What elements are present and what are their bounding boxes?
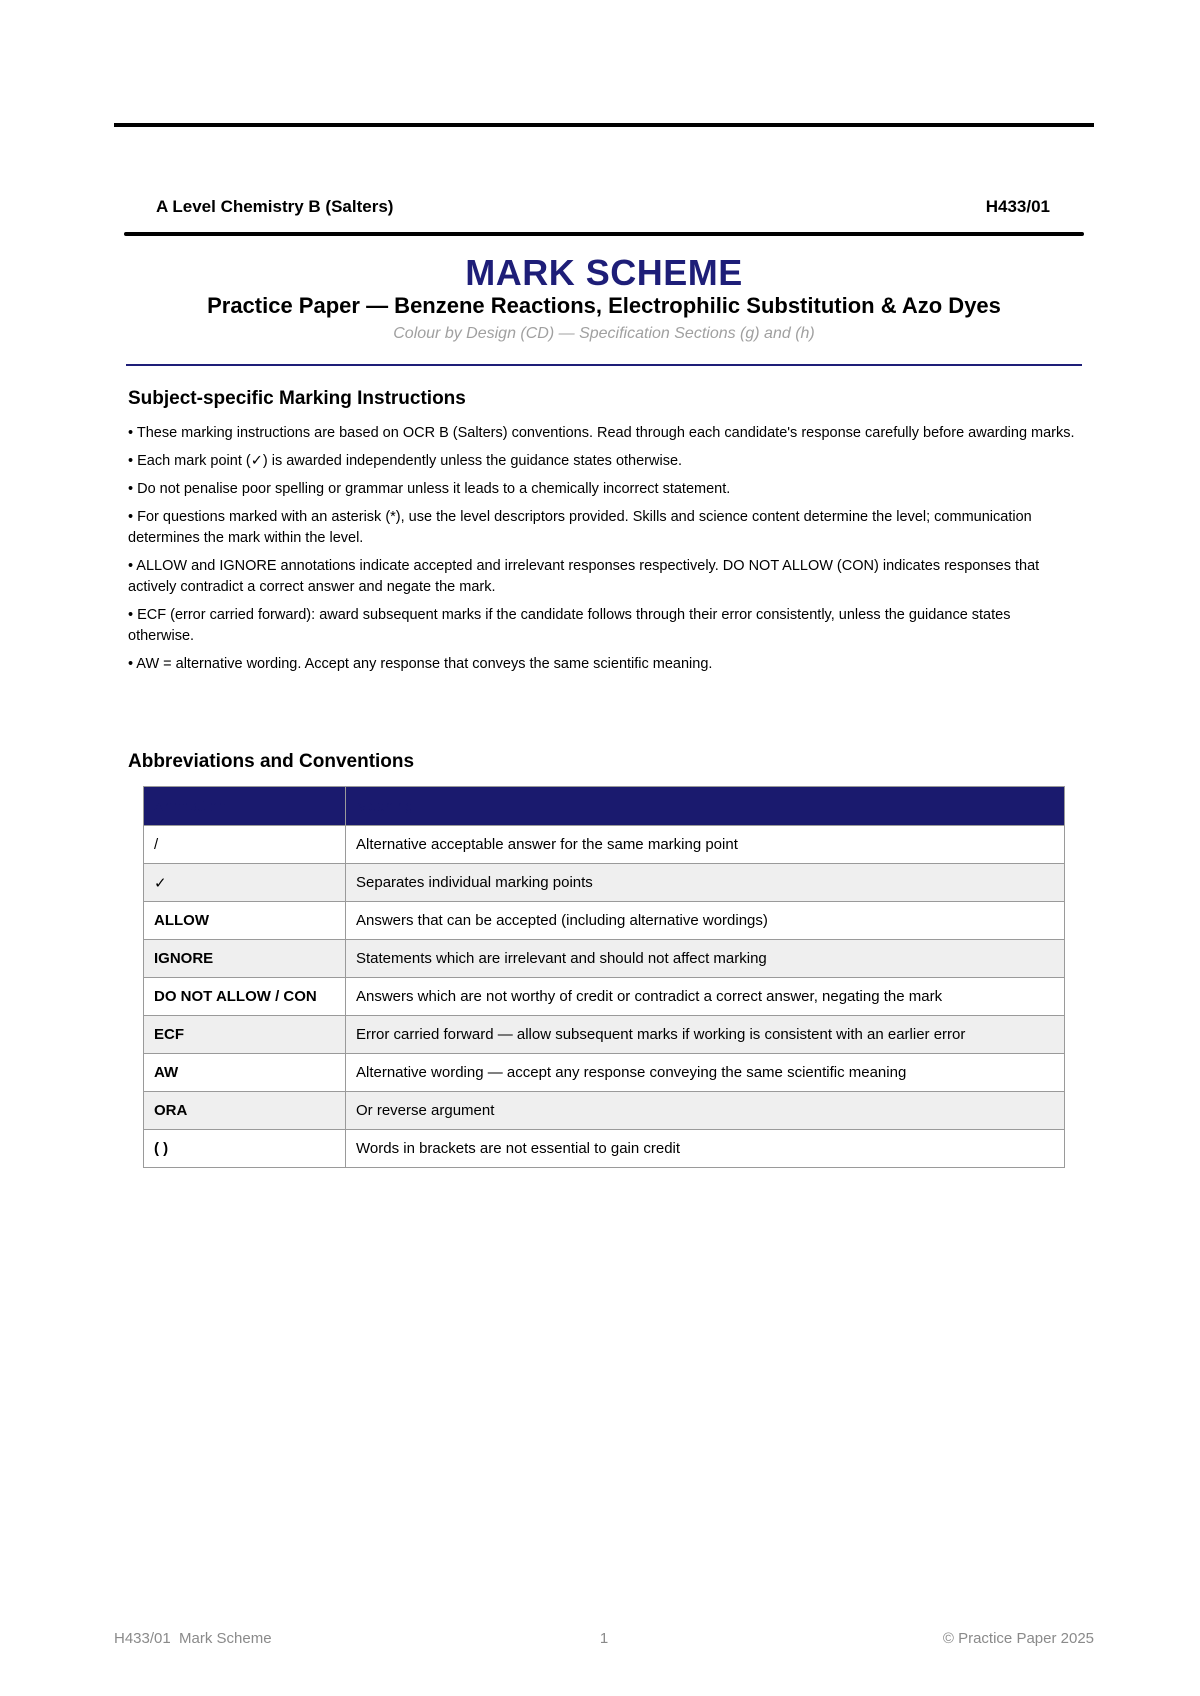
meaning-cell: Answers which are not worthy of credit or contradict a correct answer, negating the mark [346,978,1065,1016]
instruction-item: • AW = alternative wording. Accept any response that conveys the same scientific meaning. [128,656,713,672]
abbreviations-heading: Abbreviations and Conventions [128,751,415,772]
page-footer [114,1630,1094,1647]
annotation-cell: IGNORE [144,940,346,978]
column-header-meaning: Meaning [346,787,1065,826]
column-header-annotation: Annotation [144,787,346,826]
annotation-cell: AW [144,1054,346,1092]
meaning-cell: Statements which are irrelevant and should not affect marking [346,940,1065,978]
table-row [144,978,1065,1016]
course-name: A Level Chemistry B (Salters) [156,197,394,216]
instruction-item: • ALLOW and IGNORE annotations indicate accepted and irrelevant responses respectively. DO NOT ALLOW (CON) indicates responses that actively contradict a correct answer and negate the mark. [128,558,1040,595]
table-header-row [144,787,1065,826]
instructions-heading: Subject-specific Marking Instructions [128,388,466,409]
subtitle: Practice Paper — Benzene Reactions, Electrophilic Substitution & Azo Dyes [207,293,1001,318]
instruction-item: • ECF (error carried forward): award subsequent marks if the candidate follows through their error consistently, unless the guidance states otherwise. [128,607,1011,644]
instruction-item: • Do not penalise poor spelling or grammar unless it leads to a chemically incorrect statement. [128,481,731,497]
annotation-cell: ECF [144,1016,346,1054]
annotation-cell: / [144,826,346,864]
header-rule [124,232,1084,236]
instruction-item: • These marking instructions are based on OCR B (Salters) conventions. Read through each candidate's response carefully before awarding marks. [128,425,1075,441]
annotation-cell: ( ) [144,1130,346,1168]
meaning-cell: Alternative wording — accept any response conveying the same scientific meaning [346,1054,1065,1092]
meaning-cell: Or reverse argument [346,1092,1065,1130]
main-title: MARK SCHEME [465,252,743,293]
meaning-cell: Error carried forward — allow subsequent marks if working is consistent with an earlier error [346,1016,1065,1054]
abbreviations-table [143,786,1065,1168]
meaning-cell: Separates individual marking points [346,864,1065,902]
annotation-cell: ALLOW [144,902,346,940]
meaning-cell: Words in brackets are not essential to gain credit [346,1130,1065,1168]
table-row [144,1092,1065,1130]
specification-note: Colour by Design (CD) — Specification Sections (g) and (h) [393,325,815,342]
table-row [144,1016,1065,1054]
footer-left: H433/01 Mark Scheme [114,1630,272,1647]
annotation-cell: DO NOT ALLOW / CON [144,978,346,1016]
meaning-cell: Answers that can be accepted (including alternative wordings) [346,902,1065,940]
paper-code: H433/01 [985,197,1050,216]
document-header [156,197,1050,217]
instructions-list [128,423,1078,682]
instruction-item: • For questions marked with an asterisk (*), use the level descriptors provided. Skills and science content determine the level; communication determines the mark within the level. [128,509,1032,546]
title-divider [126,364,1082,366]
title-block [124,254,1084,346]
table-row [144,940,1065,978]
top-rule [114,123,1094,127]
page-number: 1 [599,1630,609,1647]
instruction-item: • Each mark point (✓) is awarded independently unless the guidance states otherwise. [128,453,683,469]
footer-copyright: © Practice Paper 2025 [942,1630,1095,1647]
annotation-cell: ORA [144,1092,346,1130]
table-row [144,1130,1065,1168]
annotation-cell: ✓ [144,864,346,902]
table-row [144,1054,1065,1092]
table-row [144,902,1065,940]
table-row [144,864,1065,902]
table-row [144,826,1065,864]
meaning-cell: Alternative acceptable answer for the same marking point [346,826,1065,864]
